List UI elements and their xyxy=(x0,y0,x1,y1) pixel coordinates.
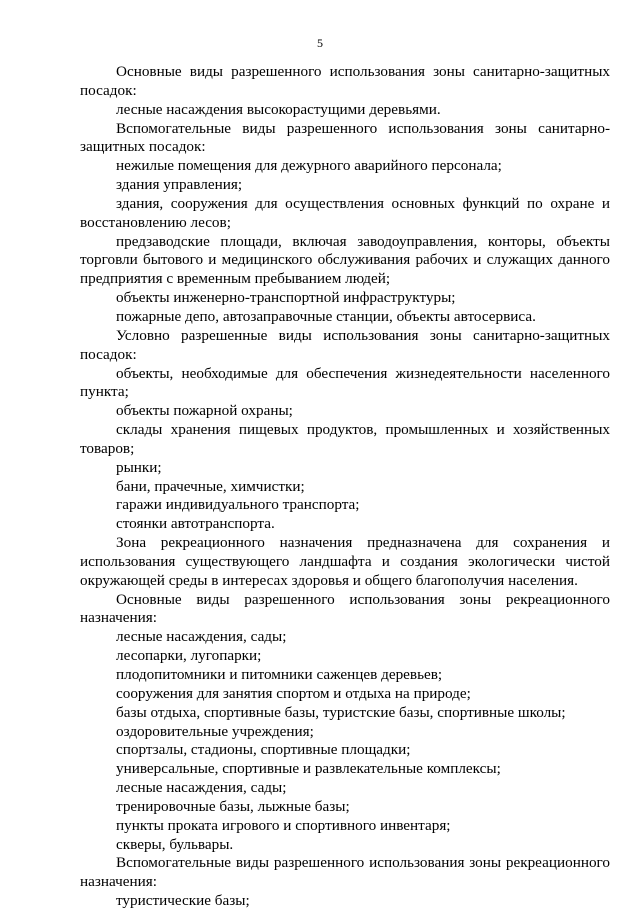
list-item: склады хранения пищевых продуктов, промышленных и хозяйственных товаров; xyxy=(80,421,610,457)
paragraph-auxiliary-uses-protective-zone: Вспомогательные виды разрешенного использования зоны санитарно-защитных посадок: xyxy=(80,119,610,156)
list-item: тренировочные базы, лыжные базы; xyxy=(116,797,350,815)
list-item: спортзалы, стадионы, спортивные площадки; xyxy=(116,741,411,759)
list-item: плодопитомники и питомники саженцев деревьев; xyxy=(116,666,443,683)
page-number: 5 xyxy=(317,36,323,50)
list-item: универсальные, спортивные и развлекательные комплексы; xyxy=(116,760,501,778)
list-item: лесные насаждения высокорастущими деревьями. xyxy=(116,100,441,118)
list-item: туристические базы; xyxy=(116,892,250,910)
list-item: сооружения для занятия спортом и отдыха на природе; xyxy=(116,684,471,702)
paragraph-primary-uses-protective-zone: Основные виды разрешенного использования зоны санитарно-защитных посадок: xyxy=(80,63,610,99)
list-item: объекты, необходимые для обеспечения жизнедеятельности населенного пункта; xyxy=(80,364,610,401)
document-body xyxy=(80,63,610,911)
list-item: скверы, бульвары. xyxy=(116,835,234,853)
list-item: пожарные депо, автозаправочные станции, объекты автосервиса. xyxy=(116,307,536,325)
list-item: стоянки автотранспорта. xyxy=(116,515,275,533)
paragraph-recreational-zone-purpose: Зона рекреационного назначения предназначена для сохранения и использования существующего ландшафта и создания экологически чистой окружающей среды в интересах здоровья и общего благополучия населения. xyxy=(80,534,610,589)
list-item: гаражи индивидуального транспорта; xyxy=(116,496,360,514)
list-item: лесопарки, лугопарки; xyxy=(116,647,262,665)
list-item: лесные насаждения, сады; xyxy=(116,779,287,797)
list-item: здания управления; xyxy=(116,176,243,194)
paragraph-primary-uses-recreational-zone: Основные виды разрешенного использования зоны рекреационного назначения: xyxy=(80,590,610,627)
list-item: бани, прачечные, химчистки; xyxy=(116,477,305,495)
paragraph-conditional-uses-protective-zone: Условно разрешенные виды использования зоны санитарно-защитных посадок: xyxy=(80,326,610,363)
list-item: нежилые помещения для дежурного аварийного персонала; xyxy=(116,157,502,175)
list-item: предзаводские площади, включая заводоуправления, конторы, объекты торговли бытового и медицинского обслуживания рабочих и служащих данного предприятия с временным пребыванием людей; xyxy=(80,232,610,288)
list-item: рынки; xyxy=(116,458,162,476)
list-item: здания, сооружения для осуществления основных функций по охране и восстановлению лесов; xyxy=(80,194,610,231)
list-item: объекты инженерно-транспортной инфраструктуры; xyxy=(116,289,456,307)
list-item: оздоровительные учреждения; xyxy=(116,722,314,740)
list-item: объекты пожарной охраны; xyxy=(116,402,293,420)
list-item: пункты проката игрового и спортивного инвентаря; xyxy=(116,816,451,834)
list-item: базы отдыха, спортивные базы, туристские базы, спортивные школы; xyxy=(116,703,566,721)
paragraph-auxiliary-uses-recreational-zone: Вспомогательные виды разрешенного использования зоны рекреационного назначения: xyxy=(80,854,610,891)
list-item: лесные насаждения, сады; xyxy=(116,628,287,646)
